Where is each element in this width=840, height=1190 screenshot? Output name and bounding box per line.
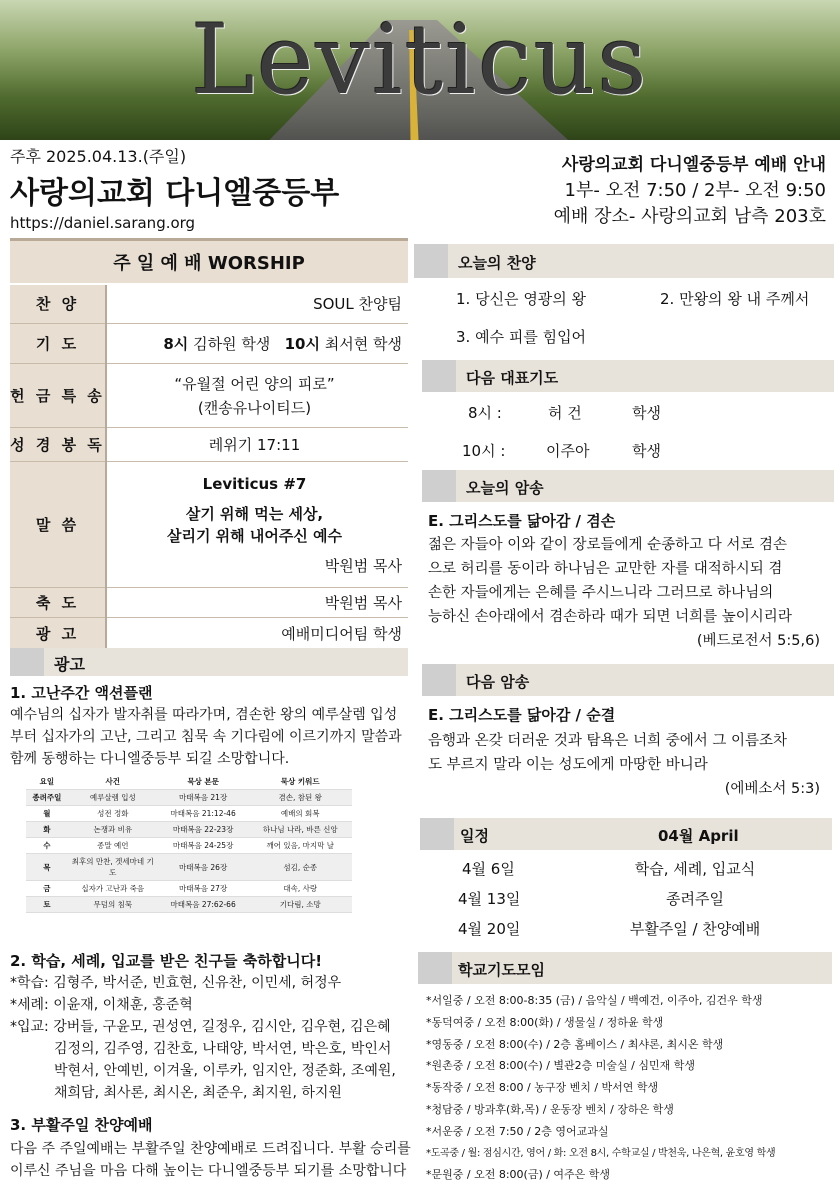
ad3-body-1: 다음 주 주일예배는 부활주일 찬양예배로 드려집니다. 부활 승리를: [10, 1141, 411, 1157]
mt-cell: 섬김, 순종: [248, 854, 352, 881]
mt-header: 묵상 키워드: [248, 774, 352, 790]
mt-header: 사건: [68, 774, 158, 790]
worship-value-offering: [106, 364, 408, 428]
next-memory-heading: 다음 암송: [466, 673, 530, 691]
ad2-confirm-line: 김정의, 김주영, 김찬호, 나태양, 박서연, 박은호, 박인서: [54, 1041, 392, 1057]
table-row: [26, 897, 352, 913]
worship-label-praise: 찬 양: [10, 284, 106, 324]
sermon-series: Leviticus #7: [202, 474, 307, 493]
church-name: 사랑의교회 다니엘중등부: [10, 176, 340, 211]
mt-cell: 수: [26, 838, 68, 854]
memory-ref: (베드로전서 5:5,6): [696, 633, 820, 649]
next-memory-subtitle: E. 그리스도를 닮아감 / 순결: [428, 706, 616, 724]
schedule-date: 4월 13일: [458, 890, 521, 908]
song-2: 2. 만왕의 왕 내 주께서: [660, 290, 810, 308]
service-info-title: 사랑의교회 다니엘중등부 예배 안내: [561, 155, 826, 175]
worship-label-benediction: 축 도: [10, 588, 106, 618]
sermon-title-1: 살기 위해 먹는 세상,: [185, 504, 324, 523]
mt-cell: 대속, 사랑: [248, 881, 352, 897]
sermon-preacher: 박원범 목사: [324, 556, 402, 575]
schedule-heading-tab: [420, 818, 454, 850]
ad2-confirm-line: *입교: 강버들, 구윤모, 권성연, 길정우, 김시안, 김우현, 김은혜: [10, 1019, 391, 1035]
songs-heading: 오늘의 찬양: [458, 254, 536, 272]
prayer-role-8: 학생: [632, 404, 661, 422]
mt-cell: 마태복음 21:12-46: [158, 806, 249, 822]
memory-heading: 오늘의 암송: [466, 479, 544, 497]
offering-song: “유월절 어린 양의 피로”: [174, 374, 335, 393]
schedule-heading-date: 일정: [460, 827, 489, 845]
list-item: *영동중 / 오전 8:00(수) / 2층 홈베이스 / 최샤론, 최시온 학생: [426, 1037, 724, 1051]
list-item: *서일중 / 오전 8:00-8:35 (금) / 음악실 / 백예건, 이주아, 김건우 학생: [426, 994, 763, 1007]
memory-line: 젊은 자들아 이와 같이 장로들에게 순종하고 다 서로 겸손: [428, 537, 788, 553]
list-item: *도곡중 / 월: 점심시간, 영어 / 화: 오전 8시, 수학교실 / 박천욱, 나은혁, 윤호영 학생: [426, 1147, 776, 1159]
church-url[interactable]: https://daniel.sarang.org: [10, 214, 196, 232]
song-3: 3. 예수 피를 힘입어: [456, 328, 587, 346]
list-item: *청담중 / 방과후(화,목) / 운동장 벤치 / 장하은 학생: [426, 1102, 674, 1116]
schedule-heading-bar: [420, 818, 832, 850]
mt-cell: 무덤의 침묵: [68, 897, 158, 913]
list-item: *문원중 / 오전 8:00(금) / 여주은 학생: [426, 1168, 611, 1182]
prayer-time-10: 10시 :: [462, 442, 506, 460]
mt-cell: 화: [26, 822, 68, 838]
memory-line: 능하신 손아래에서 겸손하라 때가 되면 너희를 높이시리라: [428, 609, 792, 625]
worship-label-prayer: 기 도: [10, 324, 106, 364]
worship-label-announce: 광 고: [10, 618, 106, 650]
memory-subtitle: E. 그리스도를 닮아감 / 겸손: [428, 512, 616, 530]
ad2-baptism: *세례: 이윤재, 이채훈, 홍준혁: [10, 997, 193, 1013]
schedule-heading-month: 04월 April: [658, 827, 739, 845]
mt-cell: 마태복음 21장: [158, 790, 249, 806]
next-memory-heading-bar: [422, 664, 834, 696]
table-row: [26, 822, 352, 838]
memory-line: 손한 자들에게는 은혜를 주시느니라 그러므로 하나님의: [428, 585, 774, 601]
schedule-event: 학습, 세례, 입교식: [634, 860, 756, 878]
service-times: 1부- 오전 7:50 / 2부- 오전 9:50: [564, 180, 826, 201]
worship-value-benediction: 박원범 목사: [106, 588, 408, 618]
schedule-event: 종려주일: [666, 890, 724, 908]
worship-value-praise: SOUL 찬양팀: [106, 284, 408, 324]
prayer-time-8: 8시 :: [468, 404, 502, 422]
mt-cell: 월: [26, 806, 68, 822]
worship-value-prayer: [106, 324, 408, 364]
next-memory-line: 도 부르지 말라 이는 성도에게 마땅한 바니라: [428, 757, 708, 773]
list-item: *동덕여중 / 오전 8:00(화) / 생물실 / 정하윤 학생: [426, 1015, 664, 1029]
mt-cell: 금: [26, 881, 68, 897]
worship-value-sermon: [106, 462, 408, 588]
school-heading-tab: [418, 952, 452, 984]
ad3-body-2: 이루신 주님을 마음 다해 높이는 다니엘중등부 되기를 소망합니다: [10, 1163, 407, 1179]
mt-cell: 예루살렘 입성: [68, 790, 158, 806]
mt-header: 묵상 본문: [158, 774, 249, 790]
prayer-name-10: 이주아: [546, 442, 590, 460]
prayer-time-1: 8시: [163, 335, 189, 353]
songs-heading-bar: [414, 244, 834, 278]
mt-cell: 기다림, 소망: [248, 897, 352, 913]
mt-cell: 성전 정화: [68, 806, 158, 822]
ads-heading-tab: [10, 648, 44, 676]
song-1: 1. 당신은 영광의 왕: [456, 290, 587, 308]
table-row: [26, 790, 352, 806]
table-row: [26, 838, 352, 854]
songs-heading-tab: [414, 244, 448, 278]
mt-cell: 겸손, 참된 왕: [248, 790, 352, 806]
mt-cell: 깨어 있음, 마지막 날: [248, 838, 352, 854]
mt-cell: 마태복음 24-25장: [158, 838, 249, 854]
ad1-body: 예수님의 십자가 발자취를 따라가며, 겸손한 왕의 예루살렘 입성부터 십자가의 고난, 그리고 침묵 속 기다림에 이르기까지 말씀과 함께 동행하는 다니엘중등부 되길 소망합니다.: [10, 707, 402, 767]
next-memory-heading-tab: [422, 664, 456, 696]
sermon-title-2: 살리기 위해 내어주신 예수: [166, 526, 343, 545]
list-item: *원촌중 / 오전 8:00(수) / 별관2층 미술실 / 심민재 학생: [426, 1059, 696, 1073]
mt-cell: 십자가 고난과 죽음: [68, 881, 158, 897]
mt-cell: 최후의 만찬, 겟세마네 기도: [68, 854, 158, 881]
list-item: *서운중 / 오전 7:50 / 2층 영어교과실: [426, 1124, 609, 1138]
memory-heading-tab: [422, 470, 456, 502]
worship-label-offering: 헌 금 특 송: [10, 364, 106, 428]
mt-cell: 토: [26, 897, 68, 913]
prayer-time-2: 10시: [284, 335, 320, 353]
ad2-title: 2. 학습, 세례, 입교를 받은 친구들 축하합니다!: [10, 952, 323, 970]
ad2-confirm-line: 채희담, 최사론, 최시온, 최준우, 최지원, 하지원: [54, 1085, 342, 1101]
worship-table: [10, 238, 408, 650]
school-heading-bar: [418, 952, 832, 984]
banner-title: Leviticus: [191, 4, 649, 116]
worship-value-announce: 예배미디어팀 학생: [106, 618, 408, 650]
bulletin-date: 주후 2025.04.13.(주일): [10, 147, 187, 166]
mt-cell: 하나님 나라, 바른 신앙: [248, 822, 352, 838]
ad1-title: 1. 고난주간 액션플랜: [10, 684, 153, 702]
list-item: *동작중 / 오전 8:00 / 농구장 벤치 / 박서연 학생: [426, 1081, 659, 1095]
memory-heading-bar: [422, 470, 834, 502]
prayer-heading-bar: [422, 360, 834, 392]
mt-cell: 종려주일: [26, 790, 68, 806]
mt-cell: 목: [26, 854, 68, 881]
school-list: [426, 990, 836, 1186]
prayer-name-2: 최서현 학생: [320, 335, 402, 353]
offering-artist: (캔송유나이티드): [197, 398, 312, 417]
table-row: [26, 881, 352, 897]
schedule-date: 4월 6일: [462, 860, 515, 878]
school-heading: 학교기도모임: [458, 961, 545, 979]
ad2-confirm-line: 박현서, 안예빈, 이겨울, 이루카, 임지안, 정준화, 조예원,: [54, 1063, 396, 1079]
mt-cell: 논쟁과 비유: [68, 822, 158, 838]
table-row: [26, 854, 352, 881]
worship-label-sermon: 말 씀: [10, 462, 106, 588]
meditation-table: [26, 774, 352, 913]
memory-line: 으로 허리를 동이라 하나님은 교만한 자를 대적하시되 겸: [428, 561, 783, 577]
table-row: [26, 806, 352, 822]
worship-label-reading: 성 경 봉 독: [10, 428, 106, 462]
worship-value-reading: 레위기 17:11: [106, 428, 408, 462]
mt-cell: 마태복음 22-23장: [158, 822, 249, 838]
prayer-role-10: 학생: [632, 442, 661, 460]
banner-image: [0, 0, 840, 140]
mt-cell: 종말 예언: [68, 838, 158, 854]
mt-cell: 마태복음 26장: [158, 854, 249, 881]
ad2-study: *학습: 김형주, 박서준, 빈효현, 신유찬, 이민세, 허정우: [10, 975, 342, 991]
mt-cell: 예배의 회복: [248, 806, 352, 822]
ad3-title: 3. 부활주일 찬양예배: [10, 1116, 153, 1134]
prayer-name-8: 허 건: [548, 404, 582, 422]
mt-cell: 마태복음 27:62-66: [158, 897, 249, 913]
next-memory-ref: (에베소서 5:3): [724, 781, 820, 797]
ads-heading-bar: [10, 648, 408, 676]
worship-heading: 주 일 예 배 WORSHIP: [10, 240, 408, 284]
next-memory-line: 음행과 온갖 더러운 것과 탐욕은 너희 중에서 그 이름조차: [428, 733, 788, 749]
ads-heading: 광고: [54, 655, 85, 674]
mt-cell: 마태복음 27장: [158, 881, 249, 897]
prayer-heading-tab: [422, 360, 456, 392]
schedule-event: 부활주일 / 찬양예배: [629, 920, 761, 938]
prayer-name-1: 김하원 학생: [188, 335, 271, 353]
schedule-date: 4월 20일: [458, 920, 521, 938]
service-place: 예배 장소- 사랑의교회 남측 203호: [553, 206, 826, 227]
mt-header: 요일: [26, 774, 68, 790]
prayer-heading: 다음 대표기도: [466, 369, 559, 387]
